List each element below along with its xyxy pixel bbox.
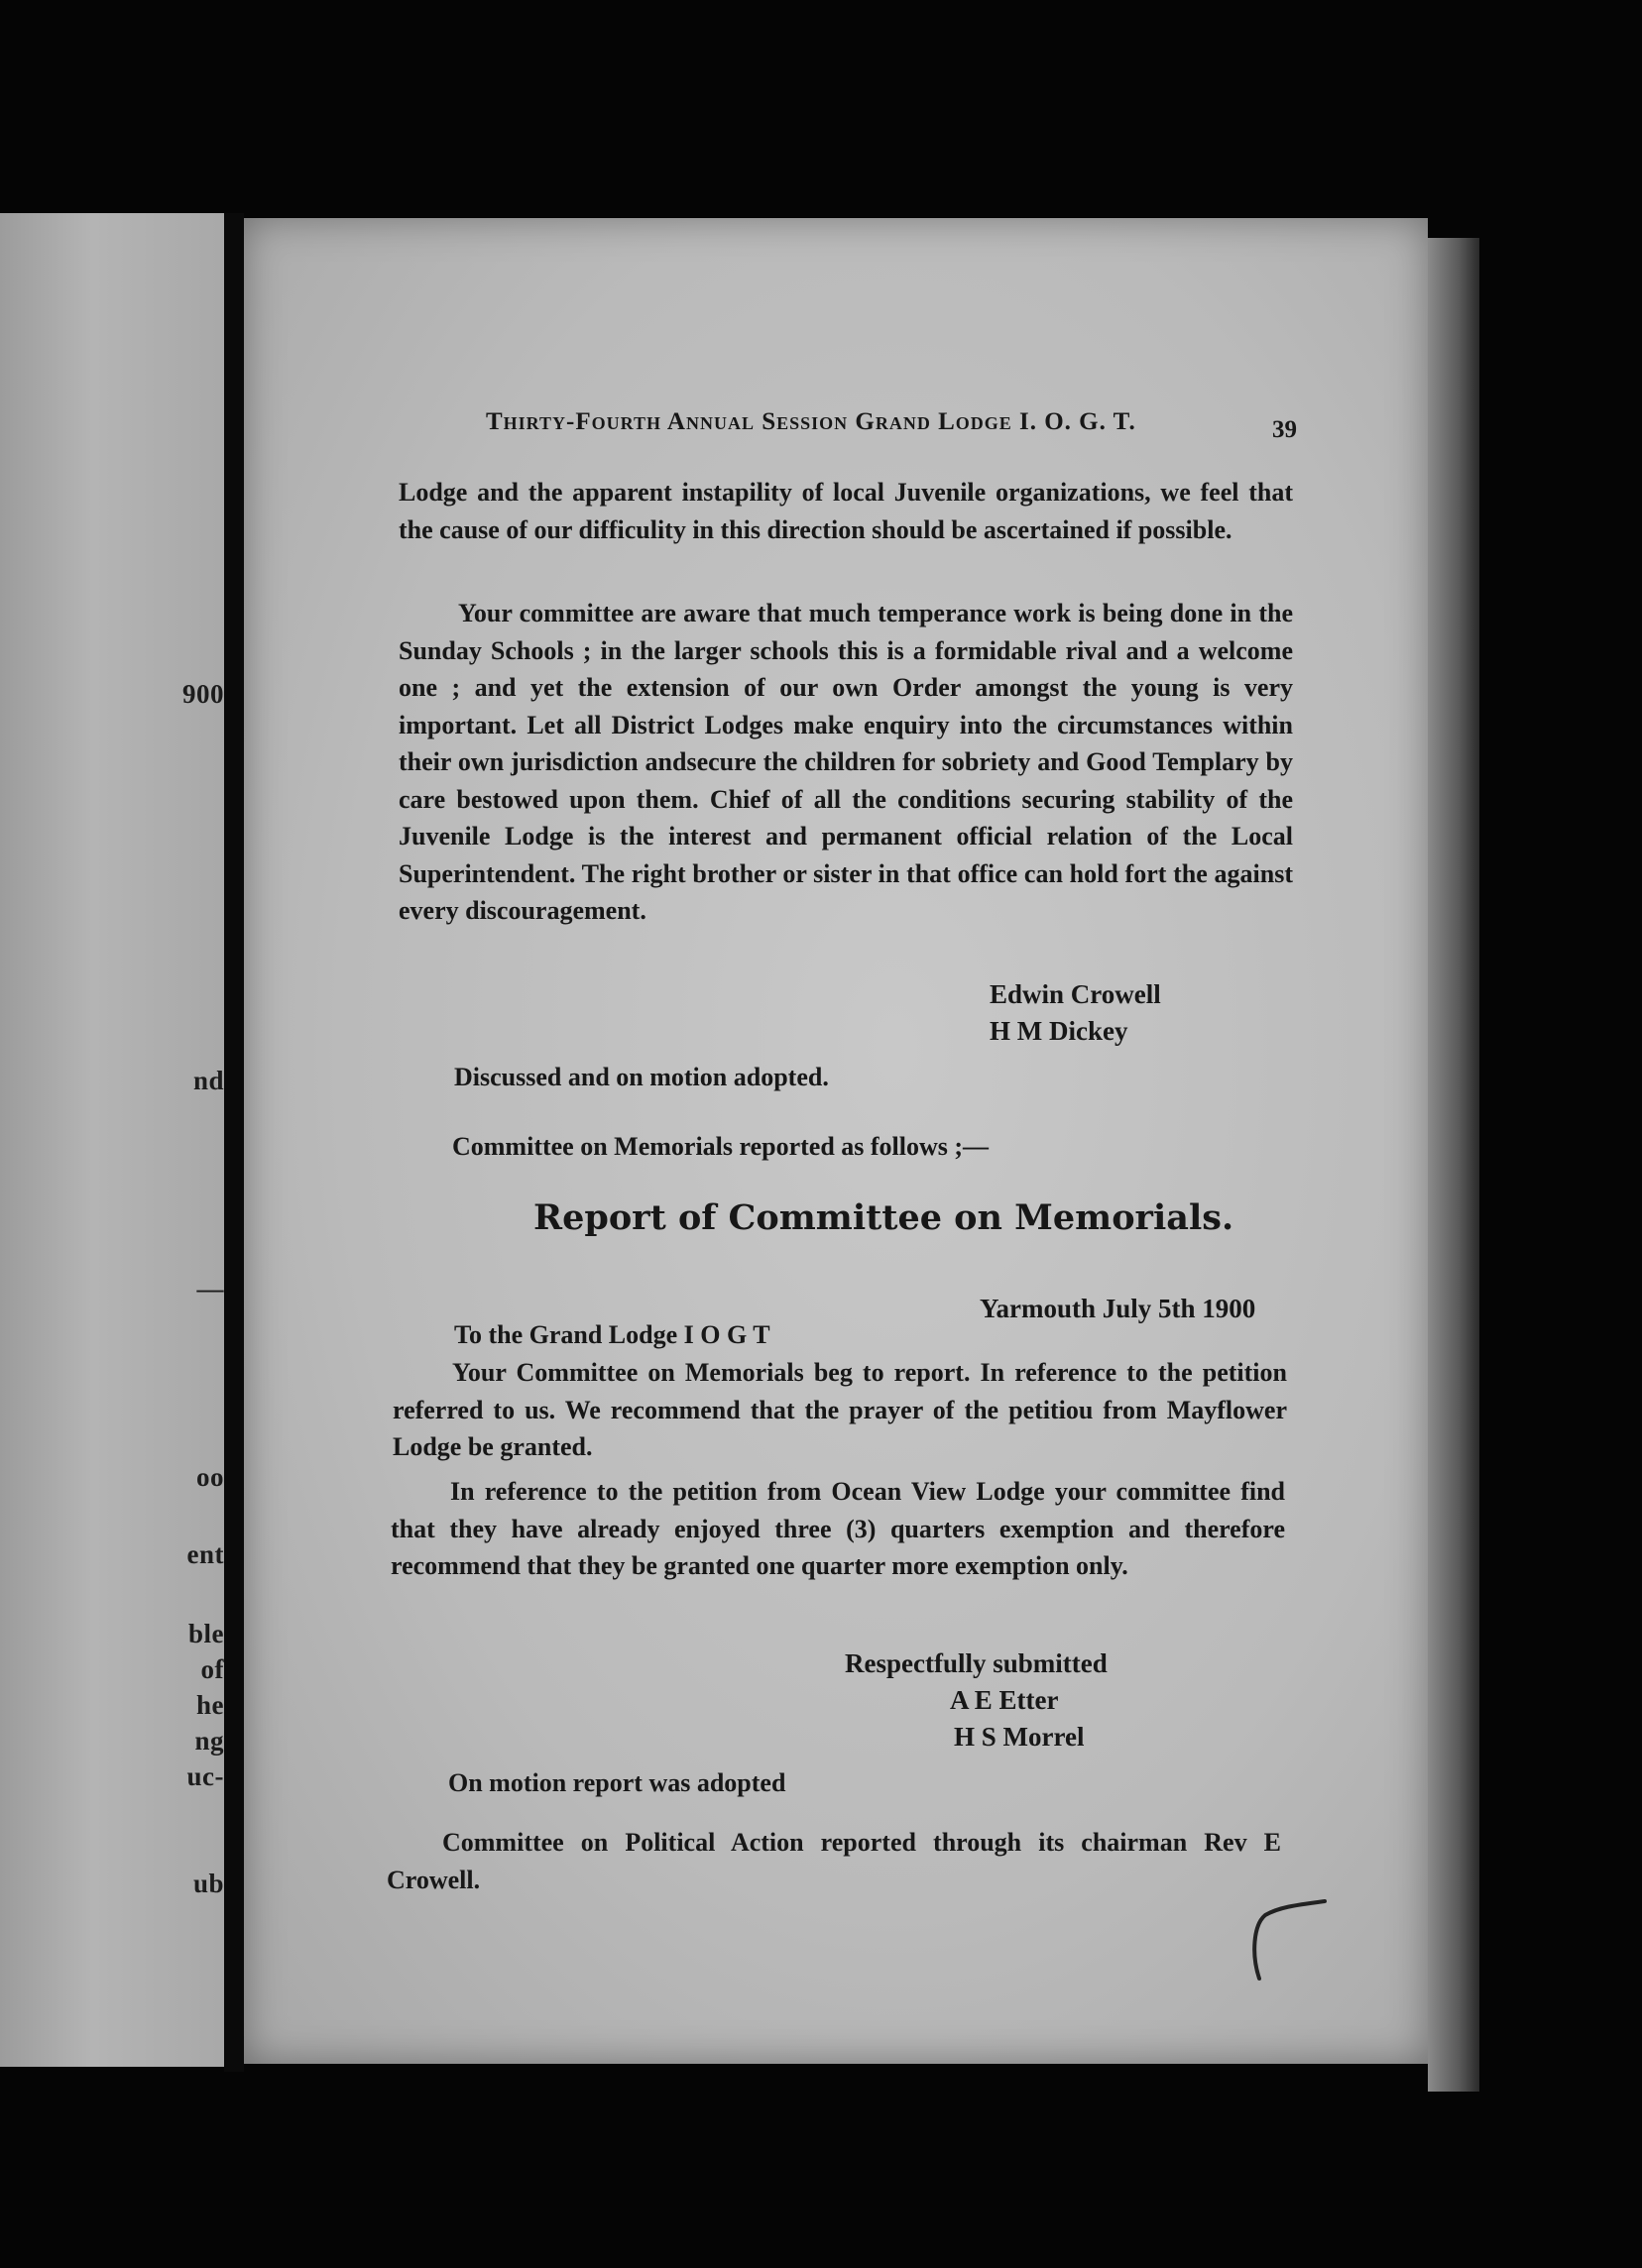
left-page-fragment: 900 bbox=[182, 679, 224, 709]
pencil-mark bbox=[1245, 1895, 1335, 1984]
left-page-fragment: ble bbox=[187, 1619, 224, 1648]
left-page-fragment: uc- bbox=[186, 1761, 224, 1791]
dateline: Yarmouth July 5th 1900 bbox=[980, 1294, 1256, 1323]
paragraph-temperance: Your committee are aware that much temperance work is being done in the Sunday Schools ; in the larger schools this is a formidable rival and a welcome one ; and yet the extension of our own Order amongst the young is very important. Let all District Lodges make enquiry into the circumstances within their own jurisdiction andsecure the children for sobriety and Good Templary by care bestowed upon them. Chief of all the conditions securing stability of the Juvenile Lodge is the interest and permanent official relation of the Local Superintendent. The right brother or sister in that office can hold fort the against every discouragement. bbox=[399, 599, 1293, 925]
discussed-line: Discussed and on motion adopted. bbox=[454, 1063, 829, 1091]
left-page-fragment: ent bbox=[186, 1539, 224, 1569]
paragraph-ocean-view: In reference to the petition from Ocean View Lodge your committee find that they have already enjoyed three (3) quarters exemption and therefore recommend that they be granted one quarter more exemption only. bbox=[391, 1477, 1285, 1580]
page-number: 39 bbox=[1272, 416, 1297, 443]
closing: Respectfully submitted bbox=[845, 1648, 1108, 1678]
paragraph-mayflower: Your Committee on Memorials beg to report. In reference to the petition referred to us. We recommend that the prayer of the petitiou from Mayflower Lodge be granted. bbox=[393, 1358, 1287, 1461]
page-edge bbox=[1428, 238, 1479, 2092]
left-page-fragment: of bbox=[200, 1654, 224, 1684]
signature-name: Edwin Crowell bbox=[990, 979, 1161, 1009]
facing-left-page bbox=[0, 213, 230, 2067]
salutation: To the Grand Lodge I O G T bbox=[454, 1320, 770, 1349]
left-page-fragment: he bbox=[196, 1690, 224, 1720]
paragraph-continuation: Lodge and the apparent instapility of local Juvenile organizations, we feel that the cause of our difficulity in this direction should be ascertained if possible. bbox=[399, 478, 1293, 544]
left-page-fragment: nd bbox=[192, 1066, 224, 1095]
running-header: Thirty-Fourth Annual Session Grand Lodge I. O. G. T. bbox=[486, 408, 1136, 435]
section-heading: Report of Committee on Memorials. bbox=[533, 1197, 1234, 1238]
committee-line: Committee on Memorials reported as follows ;— bbox=[452, 1132, 990, 1161]
paragraph-political-action: Committee on Political Action reported through its chairman Rev E Crowell. bbox=[387, 1828, 1281, 1894]
signature-name: H M Dickey bbox=[990, 1016, 1128, 1046]
left-page-fragment: oo bbox=[196, 1462, 224, 1492]
left-page-fragment: ub bbox=[192, 1869, 224, 1898]
signature-name: H S Morrel bbox=[954, 1722, 1085, 1752]
left-page-fragment: — bbox=[196, 1274, 224, 1304]
motion-line: On motion report was adopted bbox=[448, 1768, 786, 1797]
book-gutter bbox=[224, 213, 244, 2072]
signature-name: A E Etter bbox=[950, 1685, 1059, 1715]
left-page-fragment: ng bbox=[194, 1726, 224, 1756]
